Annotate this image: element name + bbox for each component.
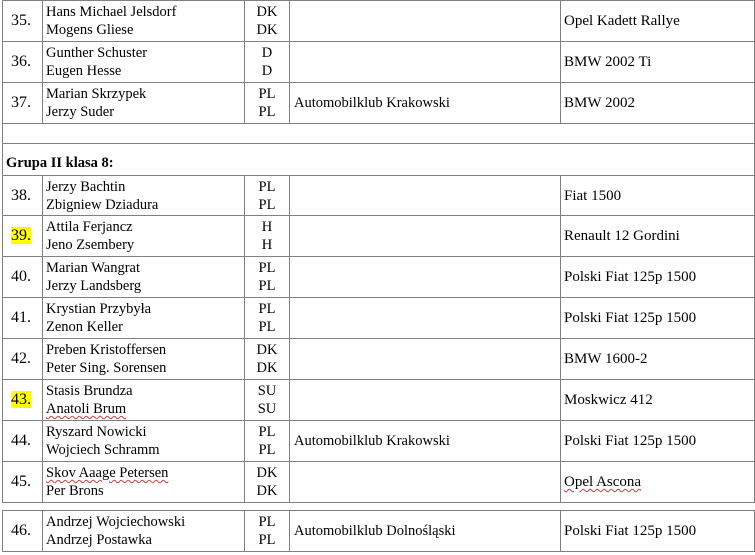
club-name: [290, 42, 561, 83]
table-row: [3, 421, 755, 462]
country-codes: H H: [245, 216, 290, 257]
entry-number: 38.: [3, 176, 43, 216]
table-row: [3, 1, 755, 42]
table-row: [3, 462, 755, 503]
entry-number: 44.: [3, 421, 43, 462]
car-model: Opel Kadett Rallye: [561, 1, 755, 42]
crew-names: Hans Michael Jelsdorf Mogens Gliese: [43, 1, 245, 42]
country-codes: D D: [245, 42, 290, 83]
country-codes: PL PL: [245, 298, 290, 339]
club-name: Automobilklub Krakowski: [290, 83, 561, 124]
country-codes: DK DK: [245, 462, 290, 503]
crew-names: Ryszard Nowicki Wojciech Schramm: [43, 421, 245, 462]
entry-number: 41.: [3, 298, 43, 339]
entry-number: 43.: [3, 380, 43, 421]
car-model: Polski Fiat 125p 1500: [561, 257, 755, 298]
club-name: [290, 216, 561, 257]
table-row: [3, 176, 755, 216]
crew-names: Attila Ferjancz Jeno Zsembery: [43, 216, 245, 257]
club-name: [290, 298, 561, 339]
entry-number: 46.: [3, 511, 43, 552]
entry-number: 35.: [3, 1, 43, 42]
crew-names: Stasis Brundza Anatoli Brum: [43, 380, 245, 421]
club-name: [290, 462, 561, 503]
table-row: [3, 339, 755, 380]
crew-names: Gunther Schuster Eugen Hesse: [43, 42, 245, 83]
car-model: Polski Fiat 125p 1500: [561, 511, 755, 552]
crew-names: Marian Skrzypek Jerzy Suder: [43, 83, 245, 124]
car-model: BMW 2002: [561, 83, 755, 124]
empty-row: [3, 124, 755, 144]
club-name: [290, 339, 561, 380]
entry-number: 39.: [3, 216, 43, 257]
country-codes: PL PL: [245, 511, 290, 552]
crew-names: Andrzej Wojciechowski Andrzej Postawka: [43, 511, 245, 552]
club-name: [290, 1, 561, 42]
car-model: BMW 1600-2: [561, 339, 755, 380]
club-name: Automobilklub Dolnośląski: [290, 511, 561, 552]
club-name: [290, 176, 561, 216]
car-model: BMW 2002 Ti: [561, 42, 755, 83]
country-codes: DK DK: [245, 1, 290, 42]
crew-names: Krystian Przybyła Zenon Keller: [43, 298, 245, 339]
table-row: [3, 42, 755, 83]
country-codes: PL PL: [245, 83, 290, 124]
car-model: Moskwicz 412: [561, 380, 755, 421]
empty-cell: [3, 124, 755, 144]
results-table: [2, 0, 755, 503]
country-codes: SU SU: [245, 380, 290, 421]
entry-number: 36.: [3, 42, 43, 83]
entry-number: 45.: [3, 462, 43, 503]
table-row: [3, 380, 755, 421]
club-name: Automobilklub Krakowski: [290, 421, 561, 462]
car-model: Polski Fiat 125p 1500: [561, 298, 755, 339]
club-name: [290, 380, 561, 421]
crew-names: Jerzy Bachtin Zbigniew Dziadura: [43, 176, 245, 216]
crew-names: Marian Wangrat Jerzy Landsberg: [43, 257, 245, 298]
country-codes: DK DK: [245, 339, 290, 380]
crew-names: Skov Aaage Petersen Per Brons: [43, 462, 245, 503]
country-codes: PL PL: [245, 176, 290, 216]
country-codes: PL PL: [245, 421, 290, 462]
crew-names: Preben Kristoffersen Peter Sing. Sorensen: [43, 339, 245, 380]
car-model: Renault 12 Gordini: [561, 216, 755, 257]
car-model: Opel Ascona: [561, 462, 755, 503]
entry-number: 42.: [3, 339, 43, 380]
table-row: [3, 298, 755, 339]
entry-number: 37.: [3, 83, 43, 124]
table-row: [3, 216, 755, 257]
car-model: Polski Fiat 125p 1500: [561, 421, 755, 462]
results-table-continued: [2, 510, 755, 552]
entry-number: 40.: [3, 257, 43, 298]
country-codes: PL PL: [245, 257, 290, 298]
club-name: [290, 257, 561, 298]
table-row: [3, 83, 755, 124]
table-row: [3, 511, 755, 552]
group-heading: Grupa II klasa 8:: [3, 144, 755, 176]
table-row: [3, 257, 755, 298]
group-heading-row: [3, 144, 755, 176]
car-model: Fiat 1500: [561, 176, 755, 216]
